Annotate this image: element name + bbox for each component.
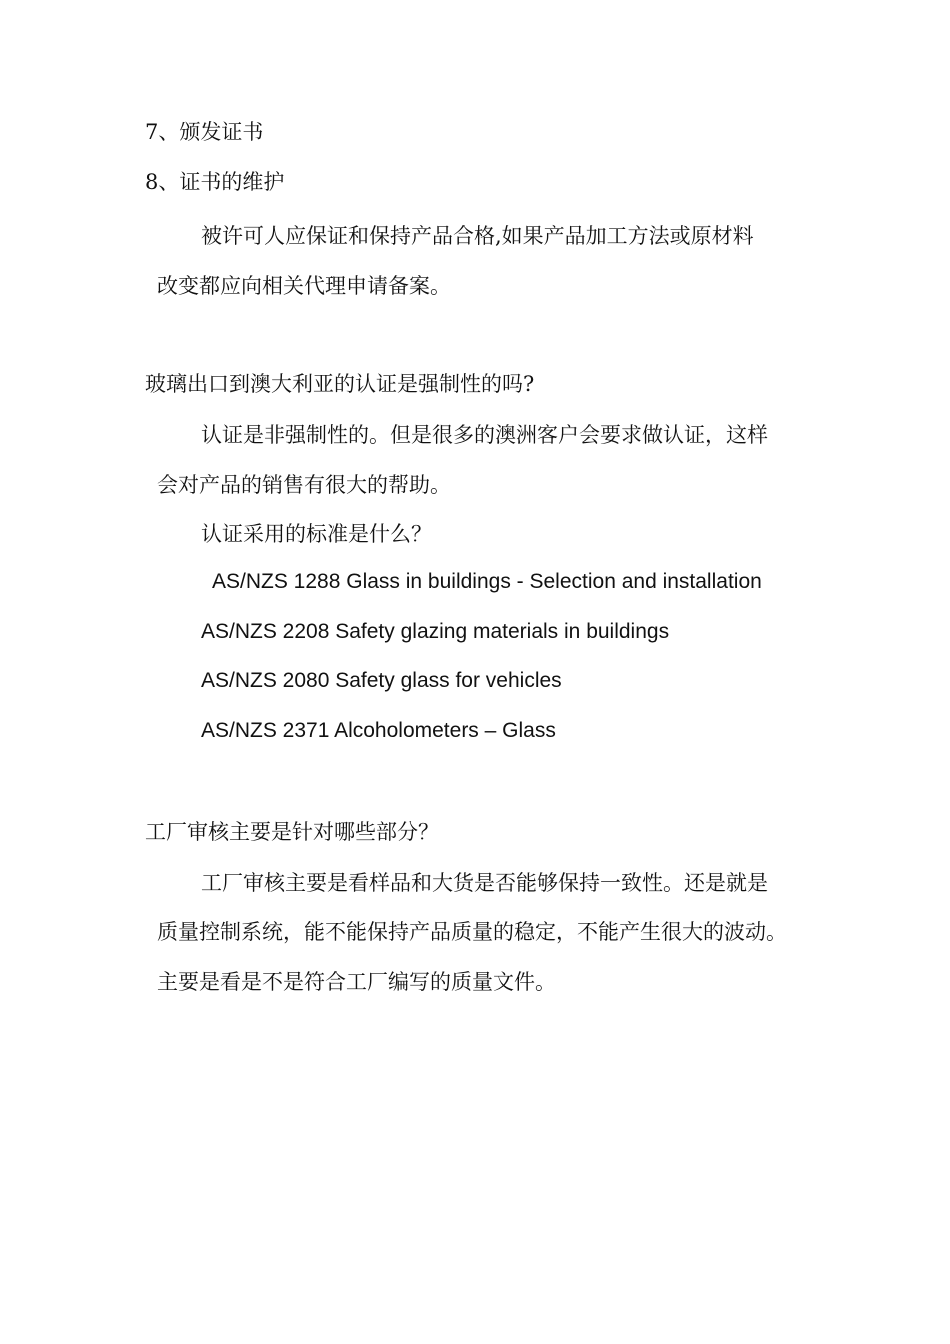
answer-mandatory-line-2: 会对产品的销售有很大的帮助。 (157, 473, 451, 497)
item-7: 7、颁发证书 (145, 120, 264, 144)
question-mandatory: 玻璃出口到澳大利亚的认证是强制性的吗? (145, 372, 535, 396)
standard-1288: AS/NZS 1288 Glass in buildings - Selection and installation (212, 570, 762, 593)
question-factory-audit: 工厂审核主要是针对哪些部分？ (145, 820, 439, 844)
answer-mandatory-line-1: 认证是非强制性的。但是很多的澳洲客户会要求做认证，这样 (201, 423, 768, 447)
item-8: 8、证书的维护 (145, 170, 285, 194)
standard-2080: AS/NZS 2080 Safety glass for vehicles (201, 669, 562, 692)
question-standards: 认证采用的标准是什么？ (201, 522, 432, 546)
maintenance-para-line-1: 被许可人应保证和保持产品合格,如果产品加工方法或原材料 (201, 224, 754, 248)
standard-2371: AS/NZS 2371 Alcoholometers – Glass (201, 719, 556, 742)
standard-2208: AS/NZS 2208 Safety glazing materials in buildings (201, 620, 670, 643)
answer-factory-audit-line-2: 质量控制系统，能不能保持产品质量的稳定，不能产生很大的波动。 (157, 920, 787, 944)
answer-factory-audit-line-3: 主要是看是不是符合工厂编写的质量文件。 (157, 970, 556, 994)
answer-factory-audit-line-1: 工厂审核主要是看样品和大货是否能够保持一致性。还是就是 (201, 871, 768, 895)
maintenance-para-line-2: 改变都应向相关代理申请备案。 (157, 274, 451, 298)
